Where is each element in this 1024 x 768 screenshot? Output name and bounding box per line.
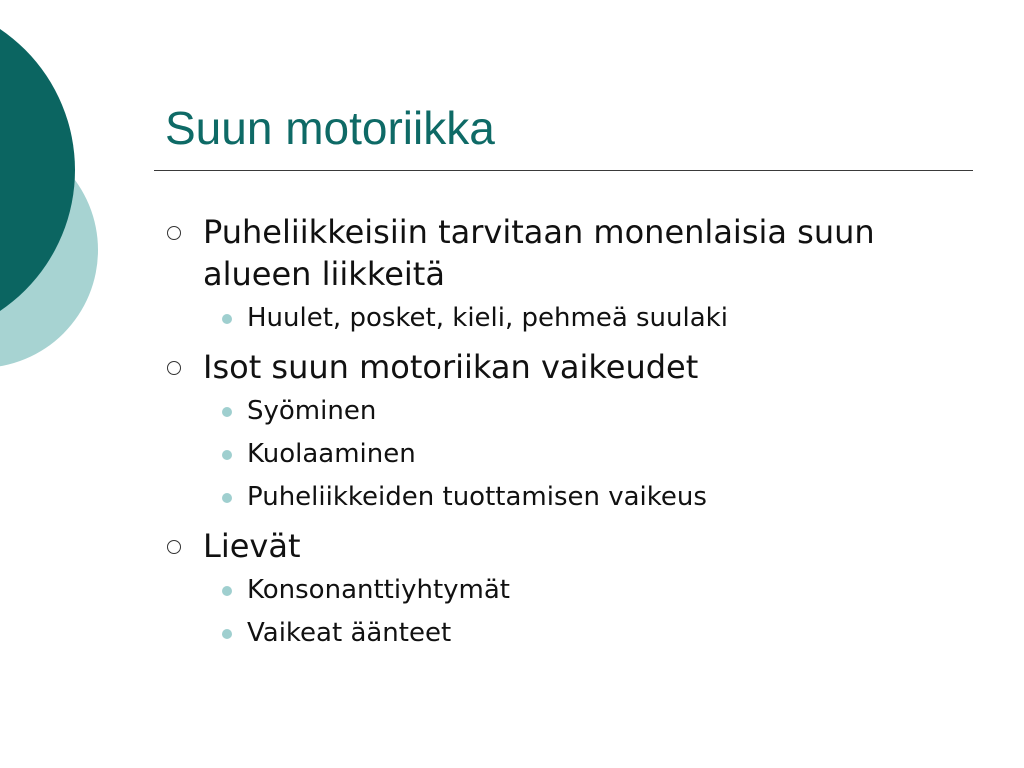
- sub-item: [203, 390, 965, 433]
- ring-bullet-icon: [167, 540, 181, 554]
- decorative-circles: [0, 0, 110, 400]
- sub-list: [203, 569, 965, 655]
- sub-item-text: Kuolaaminen: [247, 439, 416, 469]
- bullet-text: Lievät: [203, 527, 301, 565]
- dot-bullet-icon: [222, 629, 232, 639]
- title-divider: [154, 170, 973, 171]
- bullet-item: [165, 346, 965, 519]
- dot-bullet-icon: [222, 493, 232, 503]
- sub-item: [203, 433, 965, 476]
- dot-bullet-icon: [222, 586, 232, 596]
- sub-item-text: Vaikeat äänteet: [247, 618, 452, 648]
- sub-item: [203, 297, 965, 340]
- sub-item-text: Puheliikkeiden tuottamisen vaikeus: [247, 482, 707, 512]
- sub-item-text: Syöminen: [247, 396, 377, 426]
- sub-item-text: Huulet, posket, kieli, pehmeä suulaki: [247, 303, 728, 333]
- sub-item: [203, 476, 965, 519]
- sub-item: [203, 569, 965, 612]
- bullet-text: Puheliikkeisiin tarvitaan monenlaisia suun alueen liikkeitä: [203, 213, 875, 293]
- dot-bullet-icon: [222, 450, 232, 460]
- sub-list: [203, 297, 965, 340]
- sub-item-text: Konsonanttiyhtymät: [247, 575, 510, 605]
- bullet-item: [165, 525, 965, 655]
- slide-title: Suun motoriikka: [165, 102, 495, 154]
- dot-bullet-icon: [222, 314, 232, 324]
- sub-item: [203, 612, 965, 655]
- bullet-list: [165, 211, 965, 655]
- bullet-item: [165, 211, 965, 340]
- ring-bullet-icon: [167, 226, 181, 240]
- sub-list: [203, 390, 965, 519]
- ring-bullet-icon: [167, 361, 181, 375]
- dot-bullet-icon: [222, 407, 232, 417]
- bullet-text: Isot suun motoriikan vaikeudet: [203, 348, 699, 386]
